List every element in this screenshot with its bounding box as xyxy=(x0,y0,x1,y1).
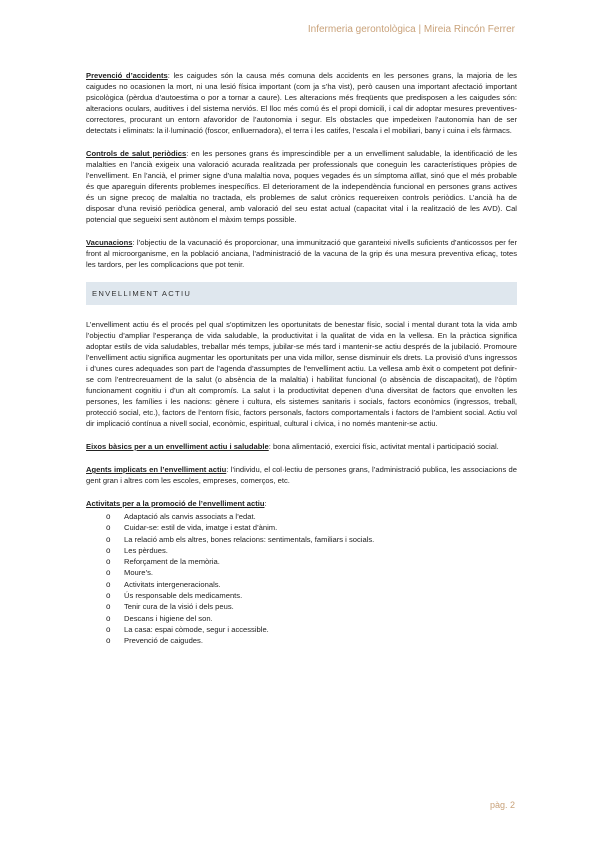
bullet-icon: o xyxy=(106,624,111,634)
list-item-text: Adaptació als canvis associats a l’edat. xyxy=(124,512,256,521)
bullet-icon: o xyxy=(106,579,111,589)
paragraph-envelliment: L’envelliment actiu és el procés pel qual s’optimitzen les oportunitats de benestar físic, social i mental durant tota la vida amb l’objectiu d’ampliar l’esperança de vida saludable, la productivitat i la qualitat de vida en la vellesa. En la pràctica significa adoptar estils de vida saludables, treballar més temps, jubilar-se més tard i mantenir-se actiu després de la jubilació. Promoure l’envelliment actiu significa augmentar les oportunitats per una vida millor, sense disminuir els drets. La provisió d’uns ingressos i d’unes cures adequades son part de l’agenda d’assumptes de l’envelliment actiu. La vellesa amb èxit o competent pot definir-se com l’entrecreuament de la salut (o absència de la malaltia) i habilitat funcional (o absència de discapacitat), de l’òptim funcionament cognitiu i d’un alt compromís. La salut i la productivitat depenen d’una diversitat de factors que envolten les persones, les famílies i les nacions: gènere i cultura, els sistemes sanitaris i socials, factors econòmics (ingressos, treball, protecció social, etc.), factors de l’entorn físic, factors personals, factors comportamentals i factors de l’ambient social. Actiu vol dir implicació contínua a nivell social, econòmic, espiritual, cultural i cívica, i no només mantenir-se actiu. xyxy=(86,320,517,428)
term-activitats: Activitats per a la promoció de l’envelliment actiu xyxy=(86,499,265,508)
list-item xyxy=(106,556,517,567)
paragraph-controls xyxy=(86,148,517,225)
list-item-text: La casa: espai còmode, segur i accessible. xyxy=(124,624,269,634)
paragraph-vacunacions xyxy=(86,237,517,270)
paragraph-eixos xyxy=(86,441,517,452)
activitats-list xyxy=(86,511,517,647)
list-item-text: Reforçament de la memòria. xyxy=(124,557,220,567)
paragraph-prevencio xyxy=(86,70,517,136)
list-item xyxy=(106,522,517,533)
text-activitats-suffix: : xyxy=(264,499,267,508)
list-item xyxy=(106,601,517,612)
list-item-text: Les pèrdues. xyxy=(124,545,168,555)
term-vacunacions: Vacunacions xyxy=(86,238,133,247)
list-item-text: Tenir cura de la visió i dels peus. xyxy=(124,602,234,612)
text-vacunacions: : l’objectiu de la vacunació és proporcionar, una immunització que garanteixi nivells suficients d’anticossos per fer front al microorganisme, en la població anciana, l’administració de la vacuna de la grip és una mesura preventiva eficaç, totes les tardors, per les complicacions que pot tenir. xyxy=(86,238,517,269)
bullet-icon: o xyxy=(106,636,111,646)
list-item xyxy=(106,590,517,601)
list-item-text: Moure’s. xyxy=(124,568,153,578)
paragraph-activitats xyxy=(86,498,517,509)
term-eixos: Eixos bàsics per a un envelliment actiu i saludable xyxy=(86,442,269,451)
list-item xyxy=(106,635,517,646)
list-item xyxy=(106,613,517,624)
list-item-text: La relació amb els altres, bones relacions: sentimentals, familiars i socials. xyxy=(124,534,375,544)
list-item xyxy=(106,624,517,635)
text-eixos: : bona alimentació, exercici físic, activitat mental i participació social. xyxy=(268,442,499,451)
list-item-text: Ús responsable dels medicaments. xyxy=(124,591,243,601)
paragraph-agents xyxy=(86,464,517,486)
list-item xyxy=(106,579,517,590)
text-controls: : en les persones grans és imprescindible per a un envelliment saludable, la identificació de les malalties en l’ancià exigeix una valoració acurada realitzada per professionals que coneguin les característiques pròpies de l’envelliment. En l’ancià, el primer signe d’una malaltia nova, poques vegades és un símptoma aïllat, sinó que el més probable és que apareguin diferents problemes inespecífics. El deteriorament de la independència funcional en persones grans actives és un signe precoç de malaltia no tractada, els problemes de salut crònics requereixen controls periòdics. L’ancià ha de disposar d’una revisió periòdica general, amb valoració del seu estat actual (capacitat vital i la realització de les AVD). Cal potencial que segueixi sent autònom el màxim temps possible. xyxy=(86,149,517,224)
list-item xyxy=(106,545,517,556)
bullet-icon: o xyxy=(106,512,111,521)
bullet-icon: o xyxy=(106,602,111,612)
text-agents: : l’individu, el col·lectiu de persones grans, l’administració publica, les associacions de gent gran i altres com les escoles, empreses, comerços, etc. xyxy=(86,465,517,485)
bullet-icon: o xyxy=(106,557,111,567)
bullet-icon: o xyxy=(106,523,111,533)
section-heading: ENVELLIMENT ACTIU xyxy=(86,282,517,305)
list-item-text: Prevenció de caigudes. xyxy=(124,636,203,646)
term-controls: Controls de salut periòdics xyxy=(86,149,187,158)
list-item-text: Cuidar-se: estil de vida, imatge i estat d’ànim. xyxy=(124,523,278,533)
list-item xyxy=(106,567,517,578)
bullet-icon: o xyxy=(106,545,111,555)
bullet-icon: o xyxy=(106,613,111,623)
page-number: pàg. 2 xyxy=(489,800,515,810)
bullet-icon: o xyxy=(106,568,111,578)
term-agents: Agents implicats en l’envelliment actiu xyxy=(86,465,227,474)
text-prevencio: : les caigudes són la causa més comuna dels accidents en les persones grans, la majoria de les caigudes no ocasionen la mort, ni una lesió física important (com ja s’ha vist), però causen una important afectació important psicològica (pèrdua d’autoestima o por a tornar a caure). Les alteracions més freqüents que predisposen a les caigudes són: alteracions oculars, auditives i del sistema nerviós. El lloc més comú és el propi domicili, i cal dir adoptar mesures preventives-correctores, procurant un entorn afavoridor de l’autonomia i segur. Els obstacles que impedeixen l’autonomia han de ser detectats i eliminats: la il·luminació (foscor, enlluernadora), el terra i les catifes, l’escala i el mobiliari, bany i cuina i els fàrmacs. xyxy=(86,71,517,135)
document-body xyxy=(86,70,517,647)
bullet-icon: o xyxy=(106,591,111,601)
bullet-icon: o xyxy=(106,534,111,544)
page-header: Infermeria gerontològica | Mireia Rincón Ferrer xyxy=(307,24,515,35)
list-item xyxy=(106,534,517,545)
list-item-text: Activitats intergeneracionals. xyxy=(124,579,221,589)
term-prevencio: Prevenció d’accidents xyxy=(86,71,168,80)
list-item xyxy=(106,511,517,522)
list-item-text: Descans i higiene del son. xyxy=(124,613,213,623)
